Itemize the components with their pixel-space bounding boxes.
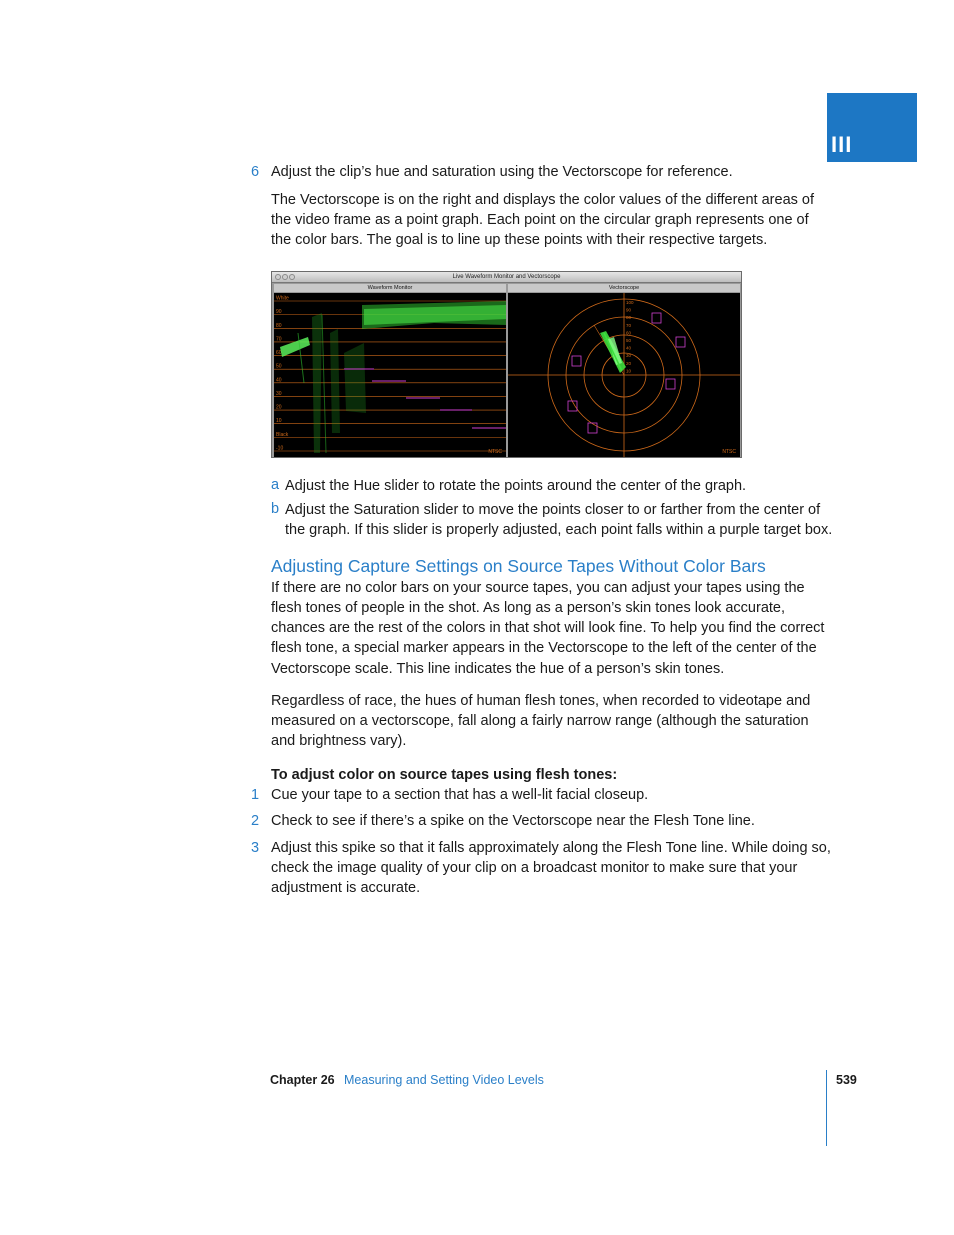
procedure-title: To adjust color on source tapes using flesh tones: [271,767,618,783]
scopes-window-figure [271,271,742,458]
paragraph-line: measured on a vectorscope, fall along a fairly narrow range (although the saturation [271,713,809,729]
waveform-level-label: 60 [276,350,282,357]
paragraph-line: the video frame as a point graph. Each point on the circular graph represents one of [271,212,809,228]
procedure-step-number: 3 [251,840,260,856]
paragraph-line: Regardless of race, the hues of human flesh tones, when recorded to videotape and [271,693,811,709]
waveform-level-label: 70 [276,336,282,343]
vectorscope-scale-label: 30 [626,353,632,359]
procedure-step-text: Cue your tape to a section that has a well-lit facial closeup. [271,787,649,803]
window-title-bar [272,272,741,283]
window-title: Live Waveform Monitor and Vectorscope [452,274,561,280]
vectorscope-scale-label: 20 [626,360,632,366]
waveform-level-label: 90 [276,309,282,316]
waveform-level-label: White [276,295,289,302]
procedure-step-number: 1 [251,787,260,803]
procedure-step-text: Check to see if there’s a spike on the Vectorscope near the Flesh Tone line. [271,813,755,829]
section-tab-label: III [831,132,853,157]
vectorscope-scale-label: 80 [626,315,632,321]
substep-b-line: the graph. If this slider is properly adjusted, each point falls within a purple target box. [285,522,833,538]
vectorscope-graph [508,293,740,457]
waveform-level-label: Black [276,431,289,438]
zoom-icon [289,274,295,280]
waveform-level-label: 30 [276,390,282,397]
waveform-level-label: 50 [276,363,282,370]
vectorscope [508,293,740,457]
section-tab [827,93,917,162]
waveform-level-label: 40 [276,377,282,384]
vectorscope-scale-label: 60 [626,330,632,336]
procedure-step-text: check the image quality of your clip on a broadcast monitor to make sure that your [271,860,798,876]
section-heading: Adjusting Capture Settings on Source Tapes Without Color Bars [271,556,766,576]
substep-a-letter: a [271,477,280,493]
paragraph-line: the color bars. The goal is to line up these points with their respective targets. [271,232,768,248]
vectorscope-scale-label: 10 [626,368,632,374]
step-6-number: 6 [251,164,260,180]
vectorscope-scale-label: 50 [626,338,632,343]
close-icon [275,274,281,280]
paragraph-line: Vectorscope scale. This line indicates the hue of a person’s skin tones. [271,661,725,677]
waveform-level-label: 10 [276,418,282,425]
waveform-bar-levels [344,369,506,428]
substep-b-letter: b [271,501,280,517]
substep-a-text: Adjust the Hue slider to rotate the points around the center of the graph. [285,478,747,494]
waveform-graph [274,293,506,457]
footer-chapter-title: Measuring and Setting Video Levels [344,1073,544,1087]
vectorscope-scale-label: 70 [626,322,632,328]
waveform-level-label: 80 [276,322,282,329]
vectorscope-graticule [508,293,740,457]
paragraph-line: The Vectorscope is on the right and displays the color values of the different areas of [271,192,814,208]
paragraph-line: flesh tones of people in the shot. As long as a person’s skin tones look accurate, [271,600,785,616]
vectorscope-title: Vectorscope [508,284,740,292]
waveform-level-label: -10 [276,445,284,452]
waveform-monitor [274,293,506,457]
paragraph-line: chances are the rest of the colors in that shot will look fine. To help you find the correct [271,620,825,636]
waveform-level-label: 20 [276,404,282,411]
window-controls [275,274,296,284]
vectorscope-scale-label: 90 [626,307,632,313]
vectorscope-scale-label: 100 [626,300,634,305]
vectorscope-scale-label: 40 [626,345,632,351]
page-number: 539 [836,1073,857,1087]
vectorscope-ntsc-label: NTSC [722,449,736,455]
waveform-trace [280,301,506,453]
footer-divider [826,1070,827,1146]
minimize-icon [282,274,288,280]
substep-b-line: Adjust the Saturation slider to move the points closer to or farther from the center of [285,502,821,518]
procedure-step-number: 2 [251,813,260,829]
waveform-ntsc-label: NTSC [488,449,502,455]
paragraph-line: flesh tone, a special marker appears in the Vectorscope to the left of the center of the [271,640,817,656]
procedure-step-text: Adjust this spike so that it falls approximately along the Flesh Tone line. While doing so, [271,840,831,856]
waveform-title: Waveform Monitor [274,284,506,292]
footer-chapter: Chapter 26 [270,1073,335,1087]
paragraph-line: If there are no color bars on your source tapes, you can adjust your tapes using the [271,580,805,596]
step-6-text: Adjust the clip’s hue and saturation using the Vectorscope for reference. [271,164,733,180]
paragraph-line: and brightness vary). [271,733,407,749]
procedure-step-text: adjustment is accurate. [271,880,421,896]
